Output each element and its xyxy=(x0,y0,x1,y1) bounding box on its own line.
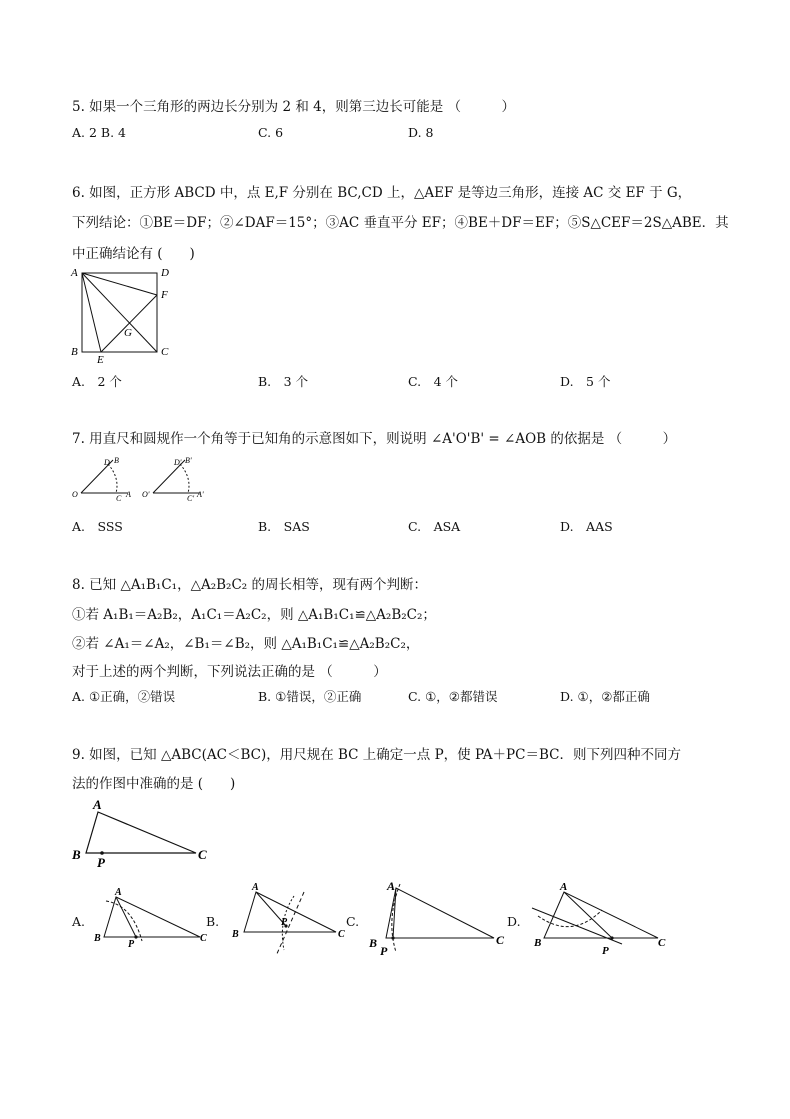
arc-cd xyxy=(108,464,117,493)
label-a: A xyxy=(126,490,131,499)
label-b: B xyxy=(114,456,119,465)
svg-text:B: B xyxy=(232,929,239,940)
label-a-prime: A' xyxy=(197,490,204,499)
label-b: B xyxy=(71,346,78,358)
q6-stem-line3: 中正确结论有 ( ) xyxy=(72,246,195,262)
q8-option-d[interactable]: D. ①，②都正确 xyxy=(560,689,650,704)
q5-option-c[interactable]: C. 6 xyxy=(258,125,284,140)
q7-option-c[interactable]: C. ASA xyxy=(408,519,461,534)
q6-option-d[interactable]: D. 5 个 xyxy=(560,374,611,389)
svg-text:P: P xyxy=(128,939,135,950)
q7-option-d[interactable]: D. AAS xyxy=(560,519,613,534)
q7-option-b[interactable]: B. SAS xyxy=(258,519,310,534)
label-c: C xyxy=(116,494,122,503)
label-d: D xyxy=(161,267,169,279)
q6-stem-line2: 下列结论：①BE＝DF；②∠DAF＝15°；③AC 垂直平分 EF；④BE＋DF＝EF；⑤S△CEF＝2S△ABE．其 xyxy=(72,215,729,231)
label-p: P xyxy=(97,855,105,870)
label-b-prime: B' xyxy=(185,456,192,465)
q9-figure-d[interactable] xyxy=(522,880,672,960)
q6-square-figure xyxy=(68,264,178,364)
q8-option-c[interactable]: C. ①，②都错误 xyxy=(408,689,498,704)
q8-option-a[interactable]: A. ①正确，②错误 xyxy=(72,689,176,704)
svg-text:C: C xyxy=(496,933,505,947)
svg-text:P: P xyxy=(380,944,388,958)
arc-c2d2 xyxy=(180,464,189,493)
q7-stem: 7. 用直尺和圆规作一个角等于已知角的示意图如下，则说明 ∠A'O'B' = ∠AOB 的依据是 （ ） xyxy=(72,431,677,447)
label-a: A xyxy=(93,797,102,812)
q8-stem-line1: 8. 已知 △A₁B₁C₁，△A₂B₂C₂ 的周长相等，现有两个判断： xyxy=(72,577,427,593)
svg-text:C: C xyxy=(338,929,345,940)
svg-text:A: A xyxy=(115,887,122,898)
q6-option-a[interactable]: A. 2 个 xyxy=(72,374,122,389)
svg-text:C: C xyxy=(658,937,666,949)
label-c: C xyxy=(198,847,207,862)
segment-af xyxy=(82,273,157,295)
q7-option-a[interactable]: A. SSS xyxy=(72,519,123,534)
label-g: G xyxy=(124,327,132,339)
q5-option-d[interactable]: D. 8 xyxy=(408,125,434,140)
q6-option-c[interactable]: C. 4 个 xyxy=(408,374,459,389)
svg-text:B: B xyxy=(369,936,378,950)
label-o-prime: O' xyxy=(142,490,150,499)
svg-text:B: B xyxy=(94,933,101,944)
q7-angle-figure xyxy=(68,452,208,502)
q9-option-a[interactable]: A. xyxy=(72,914,86,929)
svg-text:P: P xyxy=(281,917,288,928)
q9-figure-c[interactable] xyxy=(366,880,516,960)
q9-figure-a[interactable] xyxy=(92,885,212,950)
label-a: A xyxy=(71,267,78,279)
segment-ae xyxy=(82,273,101,352)
label-c: C xyxy=(161,346,169,358)
svg-text:C: C xyxy=(200,933,207,944)
q8-judgement-2: ②若 ∠A₁＝∠A₂，∠B₁＝∠B₂，则 △A₁B₁C₁≌△A₂B₂C₂， xyxy=(72,636,420,652)
q9-stem-line1: 9. 如图，已知 △ABC(AC＜BC)，用尺规在 BC 上确定一点 P，使 PA＋PC＝BC．则下列四种不同方 xyxy=(72,747,681,763)
q8-stem-line4: 对于上述的两个判断，下列说法正确的是 （ ） xyxy=(72,664,387,680)
label-e: E xyxy=(97,354,104,366)
q9-option-d[interactable]: D. xyxy=(507,914,521,929)
svg-text:A: A xyxy=(252,882,259,893)
q5-option-a[interactable]: A. 2 B. 4 xyxy=(72,125,126,140)
q6-option-b[interactable]: B. 3 个 xyxy=(258,374,309,389)
q5-stem: 5. 如果一个三角形的两边长分别为 2 和 4，则第三边长可能是 （ ） xyxy=(72,99,516,115)
q9-option-c[interactable]: C. xyxy=(346,914,360,929)
q9-option-b[interactable]: B. xyxy=(206,914,220,929)
q8-judgement-1: ①若 A₁B₁＝A₂B₂，A₁C₁＝A₂C₂，则 △A₁B₁C₁≌△A₂B₂C₂； xyxy=(72,607,436,623)
q6-stem-line1: 6. 如图，正方形 ABCD 中，点 E,F 分别在 BC,CD 上，△AEF 是等边三角形，连接 AC 交 EF 于 G， xyxy=(72,185,692,201)
label-c-prime: C' xyxy=(187,494,195,503)
label-d-prime: D' xyxy=(174,458,182,467)
label-d: D xyxy=(104,458,110,467)
q9-stem-line2: 法的作图中准确的是 ( ) xyxy=(72,776,236,792)
q8-option-b[interactable]: B. ①错误，②正确 xyxy=(258,689,362,704)
svg-text:A: A xyxy=(560,881,568,893)
diagonal-ac xyxy=(82,273,157,352)
label-f: F xyxy=(161,289,168,301)
q9-figure-b[interactable] xyxy=(228,880,353,960)
label-b: B xyxy=(72,847,81,862)
svg-text:A: A xyxy=(387,879,396,893)
q9-main-triangle xyxy=(68,795,218,875)
svg-text:P: P xyxy=(602,945,609,957)
label-o: O xyxy=(72,490,78,499)
svg-text:B: B xyxy=(534,937,542,949)
